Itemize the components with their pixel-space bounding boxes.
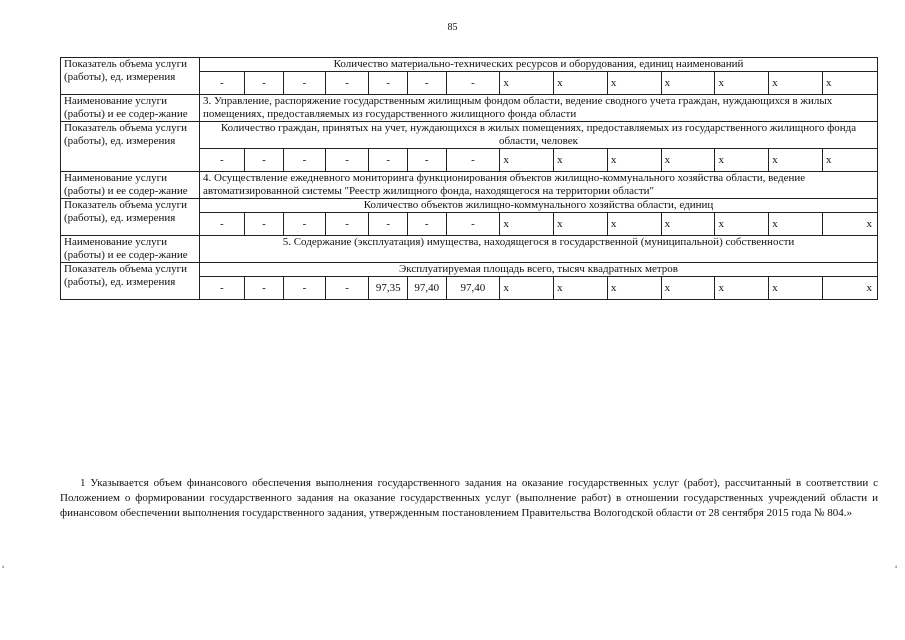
value-cell: 97,35 <box>369 277 408 300</box>
value-cell: х <box>500 149 554 172</box>
value-cell: - <box>200 72 245 95</box>
service-row <box>61 95 878 122</box>
indicator-unit-row <box>61 263 878 277</box>
indicator-unit-row <box>61 58 878 72</box>
value-cell: - <box>284 277 326 300</box>
indicator-row-label: Показатель объема услуги (работы), ед. измерения <box>61 122 200 172</box>
indicator-unit-row <box>61 122 878 149</box>
margin-mark-left: ᵃ <box>2 563 5 572</box>
footnote: 1 Указывается объем финансового обеспечения выполнения государственного задания на оказание государственных услуг (работ), рассчитанный в соответствии с Положением о формировании государственного задания на оказание государственных услуг (выполнение работ) в отношении государственных учреждений области и финансовом обеспечении выполнения государственного задания, утвержденным постановлением Правительства Вологодской области от 28 сентября 2015 года № 804.» <box>60 477 878 519</box>
value-cell: х <box>661 213 715 236</box>
value-cell: - <box>244 149 284 172</box>
service-row-label: Наименование услуги (работы) и ее содер-жание <box>61 95 200 122</box>
value-cell: х <box>554 72 608 95</box>
value-cell: х <box>661 149 715 172</box>
value-cell: х <box>769 72 823 95</box>
value-cell: - <box>446 213 500 236</box>
value-cell: х <box>554 277 608 300</box>
value-cell: - <box>325 149 369 172</box>
value-cell: - <box>325 213 369 236</box>
value-cell: - <box>325 277 369 300</box>
value-cell: х <box>500 72 554 95</box>
value-cell: - <box>200 213 245 236</box>
value-cell: - <box>407 72 446 95</box>
value-cell: х <box>554 149 608 172</box>
value-cell: х <box>769 149 823 172</box>
value-cell: 97,40 <box>446 277 500 300</box>
value-cell: - <box>446 72 500 95</box>
service-description: 4. Осуществление ежедневного мониторинга функционирования объектов жилищно-коммунального хозяйства области, ведение автоматизированной системы "Реестр жилищного фонда, находящегося на территории области" <box>200 172 878 199</box>
indicator-unit: Количество объектов жилищно-коммунального хозяйства области, единиц <box>200 199 878 213</box>
service-row-label: Наименование услуги (работы) и ее содер-жание <box>61 172 200 199</box>
value-cell: х <box>823 149 878 172</box>
value-cell: х <box>715 277 769 300</box>
value-cell: х <box>823 277 878 300</box>
value-cell: х <box>554 213 608 236</box>
value-cell: х <box>715 72 769 95</box>
indicator-row-label: Показатель объема услуги (работы), ед. измерения <box>61 263 200 300</box>
value-cell: х <box>607 149 661 172</box>
value-cell: х <box>715 213 769 236</box>
service-description: 5. Содержание (эксплуатация) имущества, находящегося в государственной (муниципальной) собственности <box>200 236 878 263</box>
value-cell: - <box>200 149 245 172</box>
value-cell: х <box>715 149 769 172</box>
value-cell: - <box>244 277 284 300</box>
value-cell: - <box>200 277 245 300</box>
indicator-unit-row <box>61 199 878 213</box>
value-cell: х <box>607 277 661 300</box>
value-cell: - <box>244 213 284 236</box>
value-cell: - <box>369 72 408 95</box>
value-cell: х <box>661 72 715 95</box>
value-cell: - <box>446 149 500 172</box>
value-cell: - <box>284 213 326 236</box>
value-cell: 97,40 <box>407 277 446 300</box>
service-row <box>61 236 878 263</box>
value-cell: - <box>407 149 446 172</box>
margin-mark-right: ᵃ <box>895 563 898 572</box>
value-cell: - <box>369 149 408 172</box>
value-cell: - <box>284 149 326 172</box>
value-cell: х <box>769 213 823 236</box>
value-cell: х <box>607 72 661 95</box>
value-cell: х <box>661 277 715 300</box>
service-description: 3. Управление, распоряжение государственным жилищным фондом области, ведение сводного учета граждан, нуждающихся в жилых помещениях, предоставляемых из государственного жилищного фонда области <box>200 95 878 122</box>
value-cell: х <box>500 213 554 236</box>
value-cell: х <box>607 213 661 236</box>
value-cell: - <box>369 213 408 236</box>
services-table <box>60 57 878 300</box>
value-cell: х <box>823 213 878 236</box>
indicator-unit: Количество граждан, принятых на учет, нуждающихся в жилых помещениях, предоставляемых из государственного жилищного фонда области, человек <box>200 122 878 149</box>
value-cell: х <box>500 277 554 300</box>
indicator-unit: Эксплуатируемая площадь всего, тысяч квадратных метров <box>200 263 878 277</box>
value-cell: - <box>244 72 284 95</box>
indicator-unit: Количество материально-технических ресурсов и оборудования, единиц наименований <box>200 58 878 72</box>
value-cell: - <box>325 72 369 95</box>
service-row-label: Наименование услуги (работы) и ее содер-жание <box>61 236 200 263</box>
indicator-row-label: Показатель объема услуги (работы), ед. измерения <box>61 199 200 236</box>
service-row <box>61 172 878 199</box>
value-cell: - <box>407 213 446 236</box>
value-cell: х <box>769 277 823 300</box>
page-number: 85 <box>447 22 458 33</box>
value-cell: - <box>284 72 326 95</box>
indicator-row-label: Показатель объема услуги (работы), ед. измерения <box>61 58 200 95</box>
value-cell: х <box>823 72 878 95</box>
